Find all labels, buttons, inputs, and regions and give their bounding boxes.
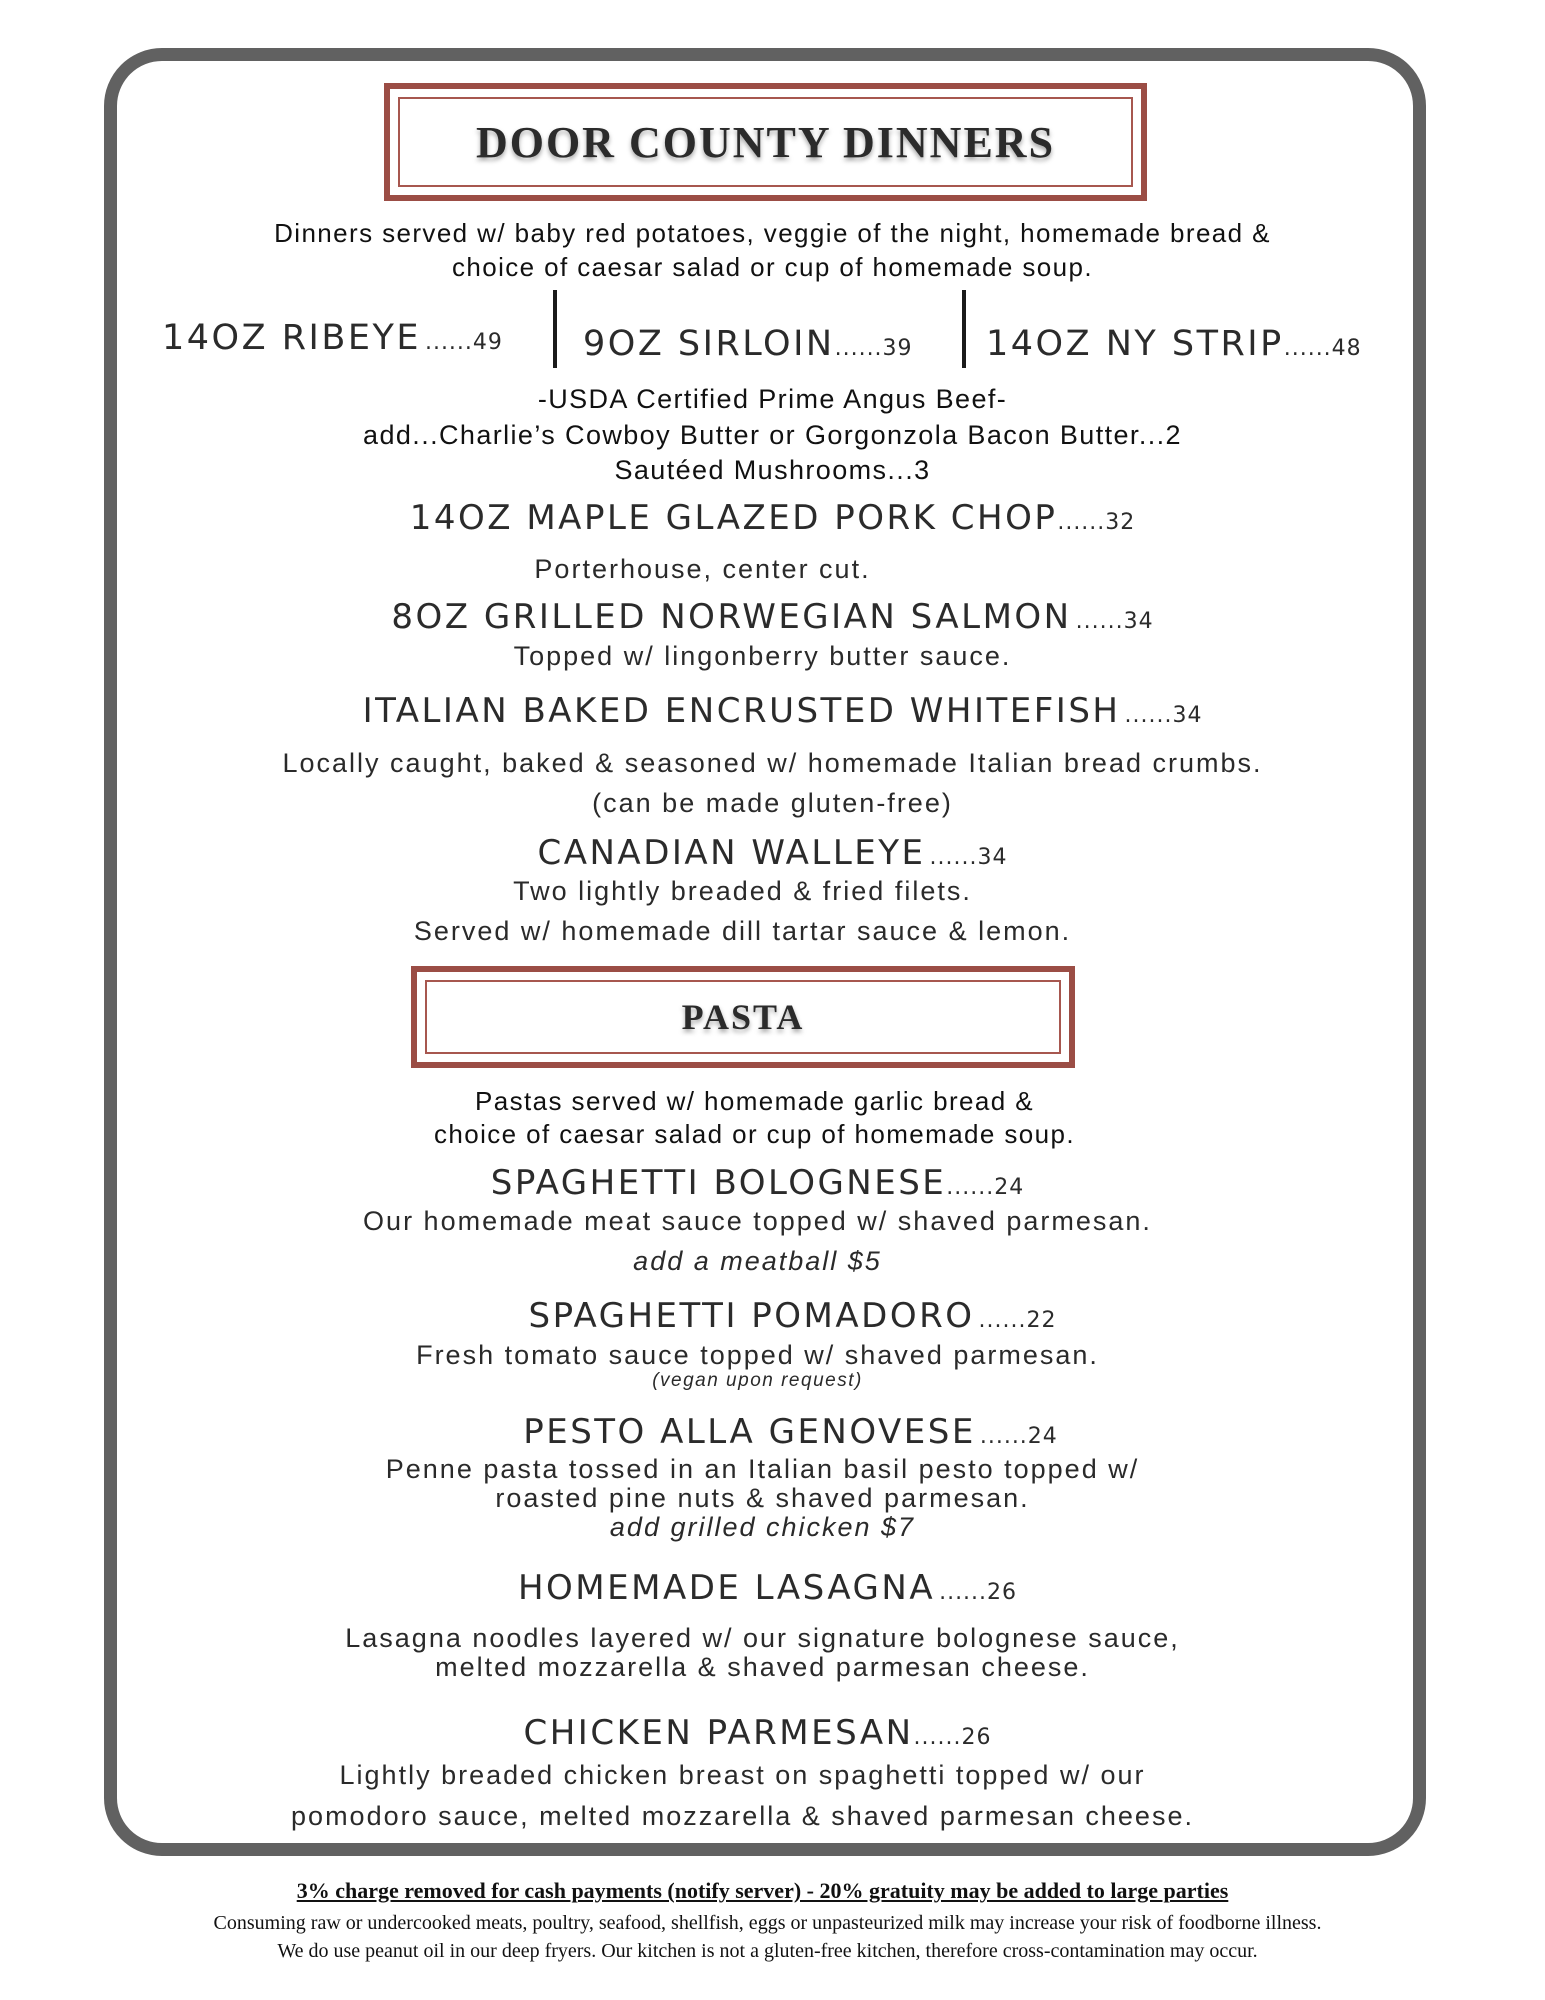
pasta-intro-line2: choice of caesar salad or cup of homemade soup. — [433, 1119, 1076, 1149]
item-desc: Porterhouse, center cut. — [534, 554, 871, 584]
steak-name: 14OZ RIBEYE — [162, 318, 421, 358]
menu-item-whitefish — [10, 691, 1545, 731]
steak-ribeye — [162, 318, 503, 358]
addon-line2: Sautéed Mushrooms...3 — [614, 455, 931, 485]
item-desc: Lightly breaded chicken breast on spaghetti topped w/ our — [339, 1760, 1146, 1790]
item-price: ......34 — [1124, 703, 1203, 728]
pasta-title-box — [411, 966, 1075, 1068]
item-price: ......22 — [978, 1308, 1057, 1333]
item-desc: Our homemade meat sauce topped w/ shaved parmesan. — [363, 1206, 1152, 1236]
steak-price: ......48 — [1283, 336, 1362, 361]
item-price: ......26 — [939, 1580, 1018, 1605]
pasta-title: PASTA — [681, 997, 805, 1037]
dinners-title: DOOR COUNTY DINNERS — [475, 117, 1056, 167]
item-desc: Topped w/ lingonberry butter sauce. — [513, 641, 1012, 671]
menu-item-pork-chop — [0, 498, 1545, 538]
item-name: ITALIAN BAKED ENCRUSTED WHITEFISH — [362, 691, 1121, 731]
item-desc: Lasagna noodles layered w/ our signature bolognese sauce, — [345, 1623, 1180, 1653]
item-name: SPAGHETTI POMADORO — [528, 1296, 975, 1336]
divider — [962, 290, 966, 368]
steak-sirloin — [583, 324, 913, 364]
payment-note: 3% charge removed for cash payments (notify server) - 20% gratuity may be added to large parties — [296, 1878, 1229, 1903]
menu-item-pomadoro — [20, 1296, 1545, 1336]
steak-name: 9OZ SIRLOIN — [583, 324, 835, 364]
item-name: SPAGHETTI BOLOGNESE — [490, 1163, 947, 1203]
item-name: PESTO ALLA GENOVESE — [523, 1412, 976, 1452]
warning-line2: We do use peanut oil in our deep fryers. Our kitchen is not a gluten-free kitchen, therefore cross-contamination may occur. — [277, 1940, 1258, 1962]
steak-price: ......39 — [834, 336, 913, 361]
steak-name: 14OZ NY STRIP — [986, 324, 1284, 364]
item-price: ......26 — [913, 1725, 992, 1750]
menu-item-chicken-parmesan — [0, 1713, 1530, 1753]
menu-item-lasagna — [0, 1568, 1540, 1608]
warning-line1: Consuming raw or undercooked meats, poultry, seafood, shellfish, eggs or unpasteurized milk may increase your risk of foodborne illness. — [213, 1912, 1322, 1934]
menu-item-pesto — [18, 1412, 1545, 1452]
item-name: 14OZ MAPLE GLAZED PORK CHOP — [409, 498, 1058, 538]
item-desc: Locally caught, baked & seasoned w/ homemade Italian bread crumbs. — [282, 748, 1263, 778]
pasta-intro-line1: Pastas served w/ homemade garlic bread & — [475, 1086, 1034, 1116]
addon-line1: add...Charlie’s Cowboy Butter or Gorgonzola Bacon Butter...2 — [363, 420, 1182, 450]
menu-item-salmon — [0, 597, 1545, 637]
item-name: 8OZ GRILLED NORWEGIAN SALMON — [391, 597, 1072, 637]
steak-price: ......49 — [424, 330, 503, 355]
item-name: CANADIAN WALLEYE — [537, 833, 926, 873]
menu-item-bolognese — [0, 1163, 1530, 1203]
steak-ny-strip — [986, 324, 1362, 364]
dinners-intro-line2: choice of caesar salad or cup of homemade soup. — [451, 252, 1094, 282]
item-desc: Served w/ homemade dill tartar sauce & lemon. — [413, 916, 1072, 946]
item-desc: (can be made gluten-free) — [592, 788, 953, 818]
item-desc: Fresh tomato sauce topped w/ shaved parmesan. — [416, 1340, 1099, 1370]
beef-note: -USDA Certified Prime Angus Beef- — [537, 384, 1008, 414]
menu-item-walleye — [0, 833, 1545, 873]
dinners-title-box — [384, 83, 1147, 201]
item-name: HOMEMADE LASAGNA — [517, 1568, 936, 1608]
item-addon: add grilled chicken $7 — [609, 1512, 916, 1542]
item-name: CHICKEN PARMESAN — [523, 1713, 914, 1753]
item-price: ......24 — [946, 1175, 1025, 1200]
item-addon: add a meatball $5 — [633, 1246, 882, 1276]
item-price: ......32 — [1057, 510, 1136, 535]
item-desc: roasted pine nuts & shaved parmesan. — [495, 1483, 1030, 1513]
item-desc: Penne pasta tossed in an Italian basil pesto topped w/ — [385, 1454, 1140, 1484]
item-desc: melted mozzarella & shaved parmesan cheese. — [435, 1652, 1090, 1682]
divider — [553, 290, 557, 368]
item-desc: pomodoro sauce, melted mozzarella & shaved parmesan cheese. — [291, 1801, 1194, 1831]
item-desc: Two lightly breaded & fried filets. — [513, 876, 972, 906]
item-addon: (vegan upon request) — [652, 1370, 863, 1391]
item-price: ......24 — [979, 1424, 1058, 1449]
item-price: ......34 — [929, 845, 1008, 870]
dinners-intro-line1: Dinners served w/ baby red potatoes, veggie of the night, homemade bread & — [274, 218, 1271, 248]
item-price: ......34 — [1075, 609, 1154, 634]
